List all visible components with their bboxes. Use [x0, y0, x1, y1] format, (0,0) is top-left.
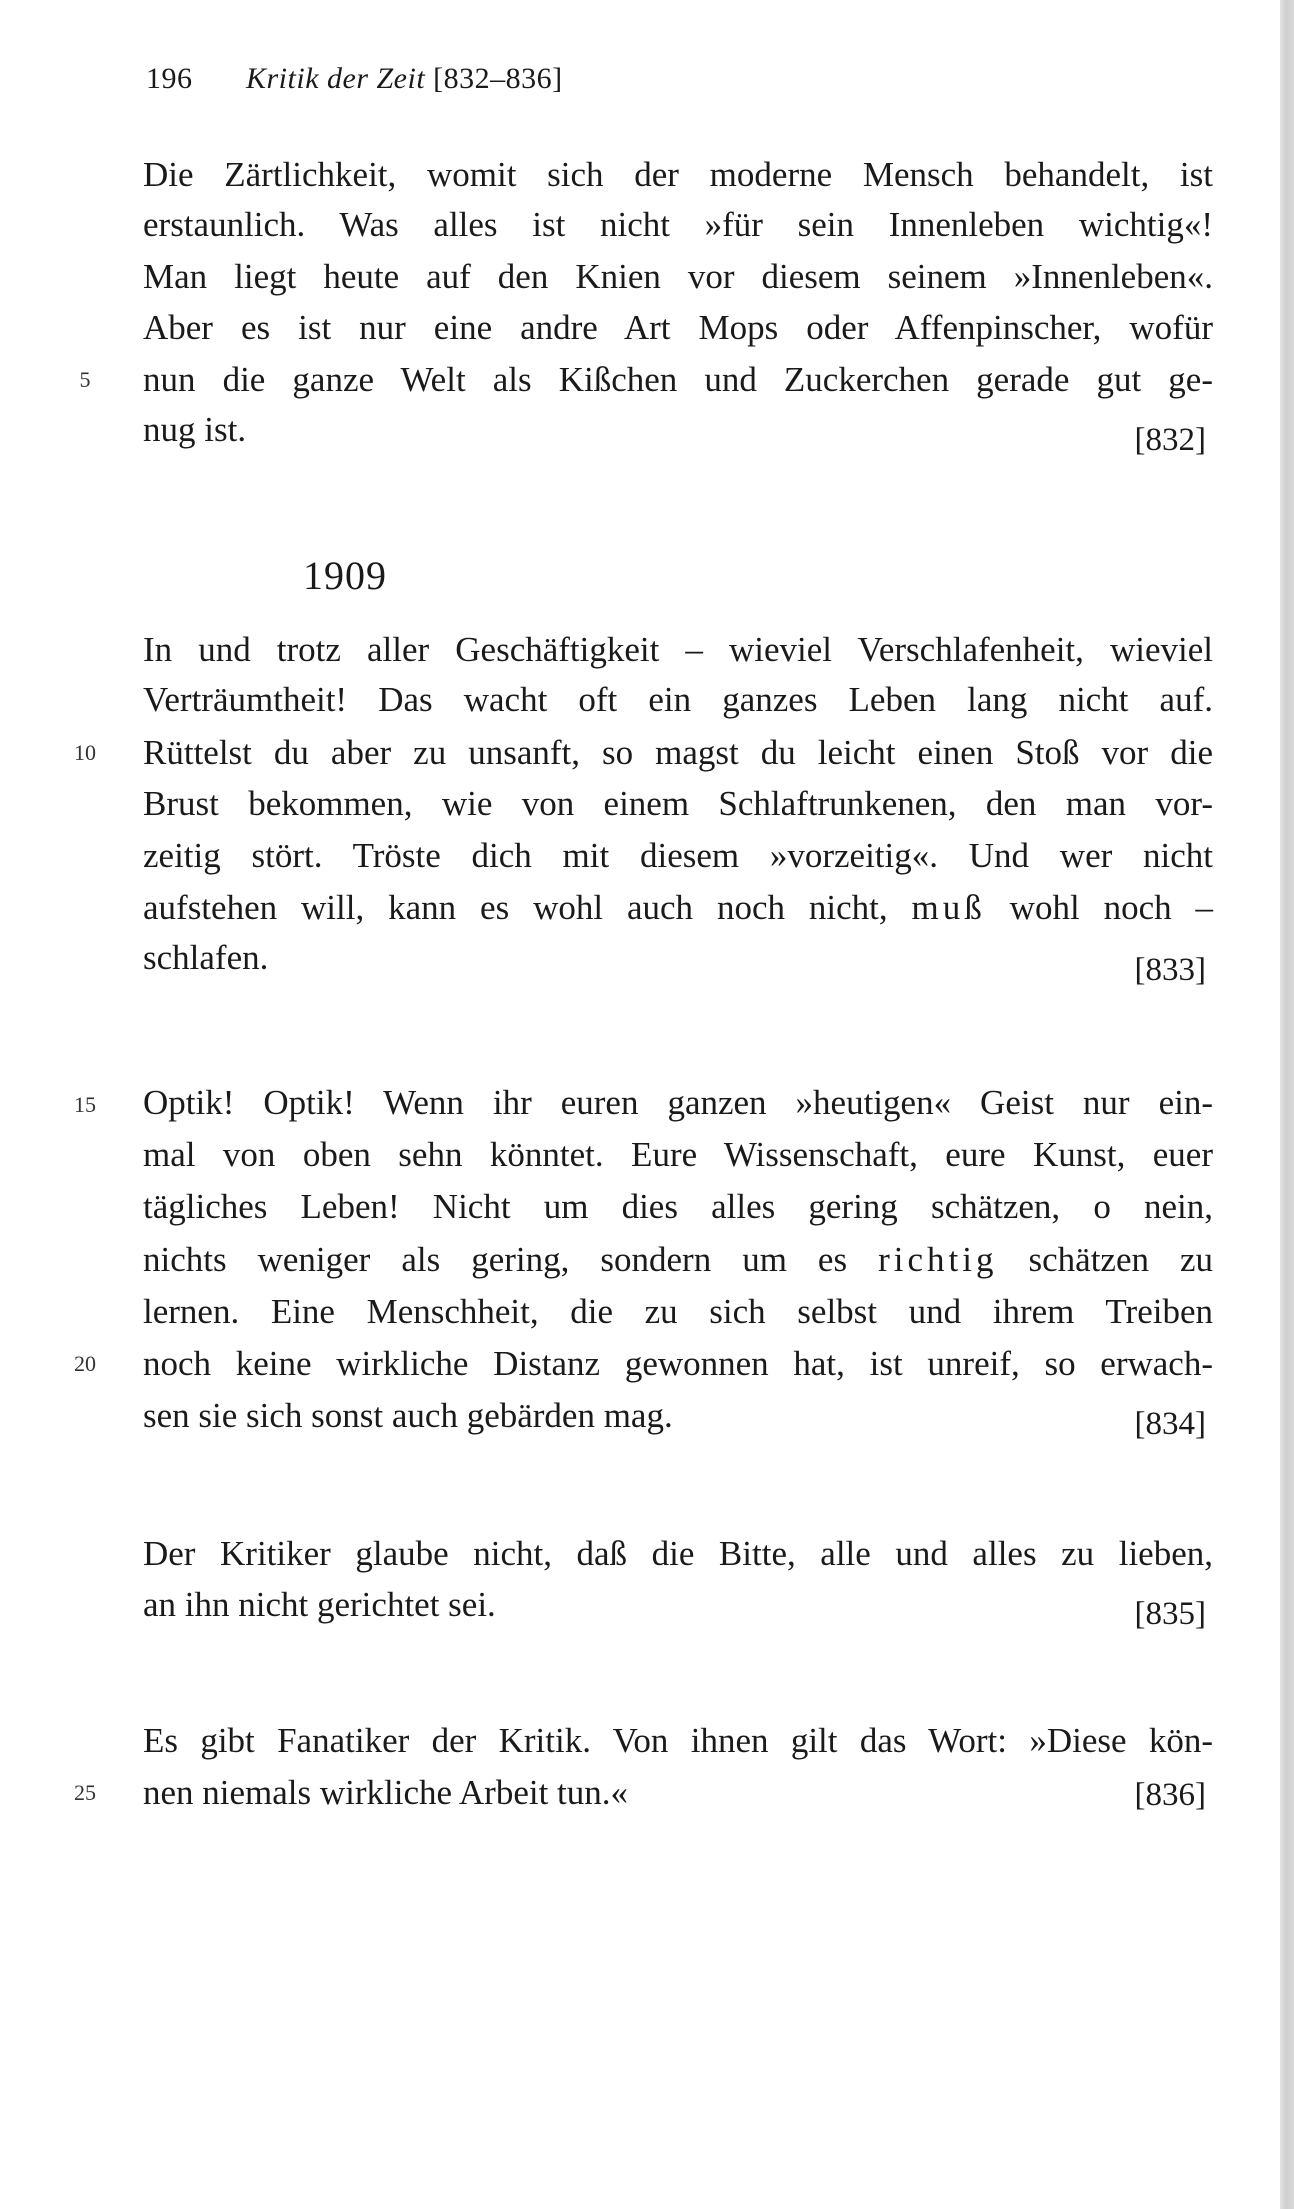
- line-number: 10: [74, 740, 96, 765]
- emphasis-spaced: richtig: [878, 1240, 998, 1279]
- text-line: zeitig stört. Tröste dich mit diesem »vorzeitig«. Und wer nicht: [143, 836, 1213, 875]
- text-line: Rüttelst du aber zu unsanft, so magst du leicht einen Stoß vor die: [143, 733, 1213, 772]
- text-line: an ihn nicht gerichtet sei.: [143, 1585, 496, 1624]
- text-line: nug ist.: [143, 410, 247, 449]
- text-line: nun die ganze Welt als Kißchen und Zuckerchen gerade gut ge-: [143, 360, 1213, 399]
- text-line: Verträumtheit! Das wacht oft ein ganzes Leben lang nicht auf.: [143, 680, 1213, 719]
- text-line: Die Zärtlichkeit, womit sich der moderne Mensch behandelt, ist: [143, 155, 1213, 194]
- year-heading: 1909: [303, 553, 387, 598]
- line-number: 5: [79, 367, 91, 392]
- text-line: schlafen.: [143, 938, 269, 977]
- running-range: [832–836]: [433, 62, 563, 95]
- text-segment: nichts weniger als gering, sondern um es: [143, 1240, 848, 1279]
- text-line: sen sie sich sonst auch gebärden mag.: [143, 1396, 673, 1435]
- text-line: Man liegt heute auf den Knien vor diesem seinem »Innenleben«.: [143, 257, 1213, 296]
- text-line: Optik! Optik! Wenn ihr euren ganzen »heutigen« Geist nur ein-: [143, 1083, 1213, 1122]
- text-line: mal von oben sehn könntet. Eure Wissenschaft, eure Kunst, euer: [143, 1135, 1213, 1174]
- aphorism-number: [836]: [1134, 1777, 1206, 1813]
- aphorism-number: [835]: [1134, 1596, 1206, 1632]
- text-segment: aufstehen will, kann es wohl auch noch nicht,: [143, 888, 888, 927]
- page-number: 196: [146, 62, 193, 95]
- text-line: Der Kritiker glaube nicht, daß die Bitte, alle und alles zu lieben,: [143, 1534, 1213, 1573]
- text-line: tägliches Leben! Nicht um dies alles gering schätzen, o nein,: [143, 1187, 1213, 1226]
- text-segment: schätzen zu: [1028, 1240, 1214, 1279]
- text-line: In und trotz aller Geschäftigkeit – wieviel Verschlafenheit, wieviel: [143, 630, 1213, 669]
- text-segment: wohl noch –: [1009, 888, 1214, 927]
- line-number: 15: [74, 1092, 96, 1117]
- text-line: Es gibt Fanatiker der Kritik. Von ihnen gilt das Wort: »Diese kön-: [143, 1721, 1213, 1760]
- page-edge-shadow: [1280, 0, 1294, 2209]
- text-line: nen niemals wirkliche Arbeit tun.«: [143, 1773, 629, 1812]
- text-line: lernen. Eine Menschheit, die zu sich selbst und ihrem Treiben: [143, 1292, 1213, 1331]
- text-line: Aber es ist nur eine andre Art Mops oder Affenpinscher, wofür: [143, 308, 1213, 347]
- running-title: Kritik der Zeit: [246, 62, 426, 95]
- aphorism-number: [832]: [1134, 422, 1206, 458]
- running-header: [146, 62, 563, 96]
- text-line: [143, 888, 1213, 928]
- line-number: 20: [74, 1351, 96, 1376]
- text-line: noch keine wirkliche Distanz gewonnen hat, ist unreif, so erwach-: [143, 1344, 1213, 1383]
- aphorism-number: [834]: [1134, 1406, 1206, 1442]
- text-line: [143, 1240, 1213, 1280]
- line-number: 25: [74, 1780, 96, 1805]
- text-line: Brust bekommen, wie von einem Schlaftrunkenen, den man vor-: [143, 784, 1213, 823]
- text-line: erstaunlich. Was alles ist nicht »für sein Innenleben wichtig«!: [143, 205, 1213, 244]
- emphasis-spaced: muß: [911, 888, 986, 927]
- aphorism-number: [833]: [1134, 952, 1206, 988]
